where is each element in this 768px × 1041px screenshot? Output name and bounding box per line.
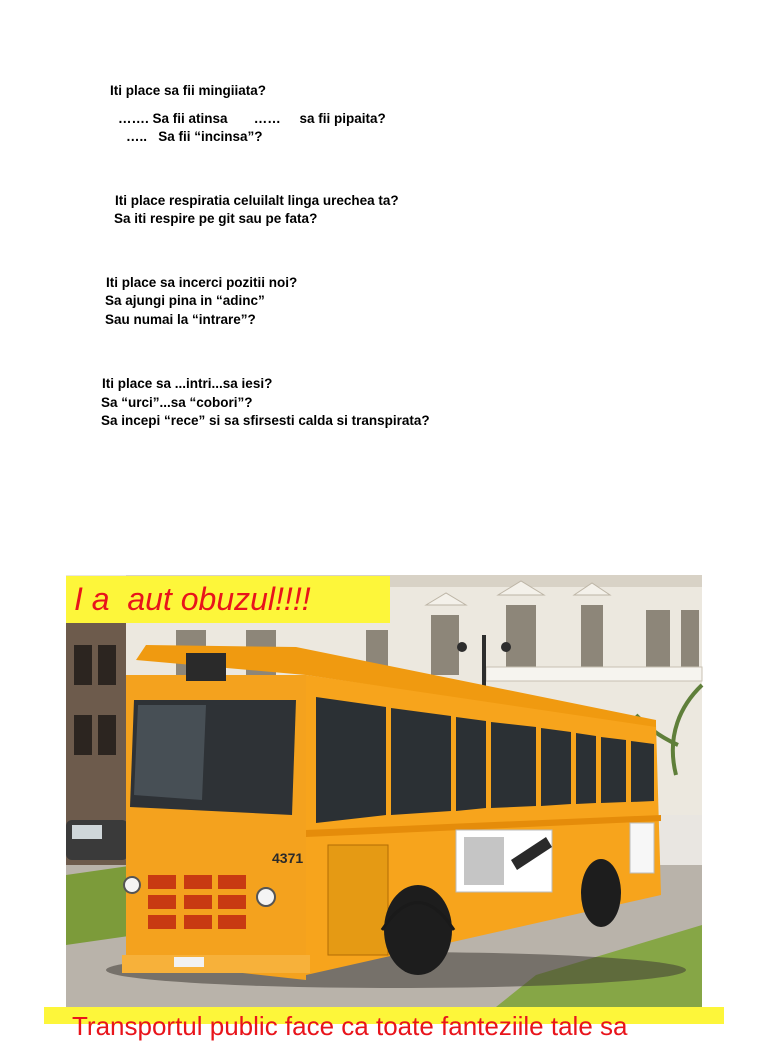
poem-line: Iti place sa fii mingiiata? [110,83,267,98]
poem-line: Sa iti respire pe git sau pe fata? [114,211,318,226]
poem-line: Iti place sa ...intri...sa iesi? [102,376,273,391]
poem-line: Sa ajungi pina in “adinc” [105,293,265,308]
poem-line: Sau numai la “intrare”? [105,312,256,327]
poem-line: ……. Sa fii atinsa …… sa fii pipaita? [118,111,386,126]
bottom-banner-text: Transportul public face ca toate fanteziile tale sa [72,1011,628,1041]
poem-line: Sa incepi “rece” si sa sfirsesti calda si transpirata? [101,413,430,428]
poem-line: Sa “urci”...sa “cobori”? [101,395,253,410]
bus-number: 4371 [272,850,304,866]
poem-line: ….. Sa fii “incinsa”? [126,129,263,144]
photo-caption-text: I a aut obuzul!!!! [74,581,311,617]
bottom-banner [44,1007,724,1041]
poem-line: Iti place sa incerci pozitii noi? [106,275,298,290]
photo-caption [66,576,390,623]
poem-line: Iti place respiratia celuilalt linga urechea ta? [115,193,399,208]
bus-photo [66,575,702,1007]
